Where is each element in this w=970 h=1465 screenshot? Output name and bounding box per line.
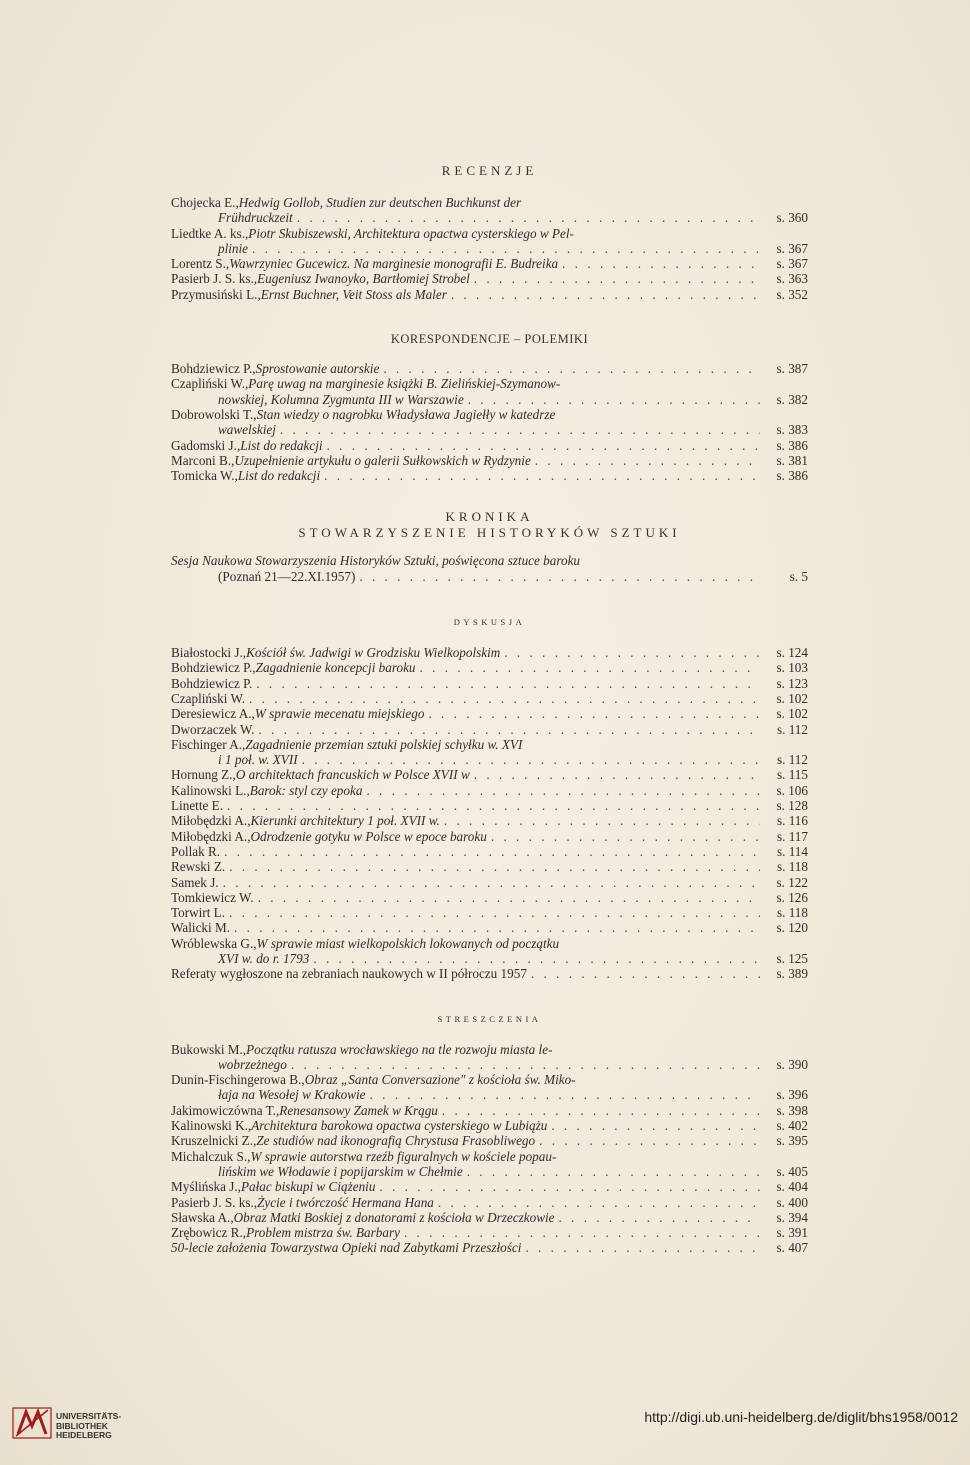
- entry-title: Ze studiów nad ikonografią Chrystusa Frasobliwego: [256, 1133, 536, 1149]
- entry-page-number: s. 112: [776, 721, 808, 737]
- entry-author: Miłobędzki A.,: [171, 828, 251, 844]
- dot-leader: [254, 890, 760, 905]
- dot-leader: [547, 1118, 760, 1133]
- entry-page-number: s. 382: [776, 391, 808, 407]
- toc-entry-line: [171, 1225, 808, 1240]
- toc-entry-line: [171, 468, 808, 483]
- toc-entry: [171, 407, 808, 438]
- entry-author: Deresiewicz A.,: [171, 706, 255, 722]
- entry-author: Miłobędzki A.,: [171, 813, 251, 829]
- entry-title: List do redakcji: [237, 468, 321, 484]
- entry-title: List do redakcji: [240, 437, 323, 453]
- entry-author: Rewski Z.: [171, 859, 226, 875]
- toc-entry: [171, 966, 808, 981]
- dot-leader: [470, 767, 760, 782]
- dot-leader: [276, 422, 760, 437]
- toc-entry: [171, 1195, 808, 1210]
- entry-page-number: s. 112: [776, 752, 808, 768]
- dot-leader: [527, 966, 760, 981]
- entry-title: Hedwig Gollob, Studien zur deutschen Buchkunst der: [238, 195, 522, 210]
- toc-entry-line: [171, 844, 808, 859]
- entry-page-number: s. 404: [776, 1179, 808, 1195]
- toc-entry: [171, 798, 808, 813]
- toc-entry-line: [171, 722, 808, 737]
- toc-entry: [171, 361, 808, 376]
- toc-entry-line: [171, 767, 808, 782]
- toc-entry-line: [171, 645, 808, 660]
- entry-author: Kruszelnicki Z.,: [171, 1133, 257, 1149]
- entry-title-continued: plinie: [218, 240, 249, 256]
- entry-author: Pasierb J. S. ks.,: [171, 271, 258, 287]
- entry-author: Fischinger A.,: [171, 736, 246, 752]
- entry-page-number: s. 381: [776, 452, 808, 468]
- toc-entry-line: [171, 553, 808, 568]
- dot-leader: [245, 691, 760, 706]
- toc-entry: [171, 256, 808, 271]
- entry-page-number: s. 391: [776, 1225, 808, 1241]
- entry-page-number: s. 106: [776, 782, 808, 798]
- entry-title-continued: nowskiej, Kolumna Zygmunta III w Warszawie: [218, 391, 464, 407]
- toc-entry-line: [171, 829, 808, 844]
- library-logo-icon: [12, 1406, 52, 1440]
- entry-page-number: s. 386: [776, 437, 808, 453]
- entry-author: Kalinowski K.,: [171, 1118, 252, 1134]
- entry-author: Bohdziewicz P.,: [171, 660, 256, 676]
- toc-entry: [171, 676, 808, 691]
- dot-leader: [558, 256, 760, 271]
- toc-entry: [171, 271, 808, 286]
- entry-title: Stan wiedzy o nagrobku Władysława Jagiełły w katedrze: [256, 406, 556, 422]
- entry-title: Początku ratusza wrocławskiego na tle rozwoju miasta le-: [246, 1041, 553, 1057]
- toc-entry: [171, 767, 808, 782]
- toc-entry-line: [171, 1195, 808, 1210]
- section-heading: KORESPONDENCJE – POLEMIKI: [390, 332, 589, 347]
- toc-entry: [171, 859, 808, 874]
- toc-entry-line: [171, 195, 808, 210]
- entry-author: Walicki M.: [171, 920, 231, 936]
- toc-entry: [171, 844, 808, 859]
- toc-entry-line: [171, 256, 808, 271]
- entry-title: Życie i twórczość Hermana Hana: [257, 1194, 434, 1210]
- toc-entry-line: [171, 407, 808, 422]
- library-name-line: UNIVERSITÄTS-: [56, 1411, 122, 1421]
- dot-leader: [555, 1210, 760, 1225]
- toc-entry: [171, 706, 808, 721]
- toc-entry-line: [171, 905, 808, 920]
- dot-leader: [535, 1133, 760, 1148]
- entry-author: Białostocki J.,: [171, 645, 247, 661]
- entry-author: Pasierb J. S. ks.,: [171, 1194, 258, 1210]
- toc-entry-line: [171, 287, 808, 302]
- dot-leader: [219, 875, 760, 890]
- toc-entry-line: [171, 676, 808, 691]
- toc-entry-line: [171, 1164, 808, 1179]
- entry-page-number: s. 103: [776, 660, 808, 676]
- entry-page-number: s. 383: [776, 422, 808, 438]
- entry-title: W sprawie autorstwa rzeźb figuralnych w kościele popau-: [250, 1148, 557, 1164]
- toc-entry: [171, 1240, 808, 1255]
- entry-title: Kierunki architektury 1 poł. XVII w.: [250, 813, 440, 829]
- entry-author: Bohdziewicz P.: [171, 675, 253, 691]
- toc-entry-line: [171, 1149, 808, 1164]
- entry-page-number: s. 123: [776, 675, 808, 691]
- toc-entry-line: [171, 1118, 808, 1133]
- entry-page-number: s. 118: [776, 859, 808, 875]
- entry-title: Zagadnienie koncepcji baroku: [255, 660, 416, 676]
- entry-page-number: s. 128: [776, 798, 808, 814]
- dot-leader: [252, 676, 760, 691]
- dot-leader: [531, 453, 760, 468]
- toc-entry: [171, 1042, 808, 1073]
- entry-title-continued: i 1 poł. w. XVII: [218, 752, 298, 768]
- dot-leader: [248, 241, 760, 256]
- entry-author: Wróblewska G.,: [171, 935, 257, 951]
- entry-author: Czapliński W.,: [171, 376, 249, 392]
- entry-page-number: s. 386: [776, 468, 808, 484]
- entry-title: Barok: styl czy epoka: [249, 782, 363, 798]
- entry-title-continued: Frühdruckzeit: [218, 210, 293, 226]
- entry-page-number: s. 367: [776, 240, 808, 256]
- entry-page-number: s. 390: [776, 1056, 808, 1072]
- section-heading: RECENZJE: [441, 163, 538, 178]
- entry-page-number: s. 387: [776, 361, 808, 377]
- toc-entry: [171, 1149, 808, 1180]
- dot-leader: [379, 361, 760, 376]
- dot-leader: [309, 951, 760, 966]
- entry-author: Lorentz S.,: [171, 256, 230, 272]
- toc-entry-line: [171, 1072, 808, 1087]
- toc-entry: [171, 905, 808, 920]
- entry-page-number: s. 396: [776, 1087, 808, 1103]
- entry-title-continued: wawelskiej: [218, 422, 276, 438]
- toc-entry: [171, 722, 808, 737]
- toc-entry-line: [171, 1103, 808, 1118]
- toc-entry: [171, 936, 808, 967]
- entry-page-number: s. 360: [776, 210, 808, 226]
- dot-leader: [447, 287, 760, 302]
- entry-date: (Poznań 21—22.XI.1957): [218, 568, 356, 584]
- entry-author: Jakimowiczówna T.,: [171, 1102, 280, 1118]
- footer-bar: [0, 1401, 970, 1441]
- entry-title: Eugeniusz Iwanoyko, Bartłomiej Strobel: [257, 271, 470, 287]
- entry-author: Chojecka E.,: [171, 195, 239, 210]
- toc-entry: [171, 813, 808, 828]
- entry-author: Linette E.: [171, 798, 223, 814]
- dot-leader: [220, 844, 760, 859]
- entry-title: Renesansowy Zamek w Krągu: [279, 1102, 438, 1118]
- dot-leader: [287, 1057, 760, 1072]
- entry-page-number: s. 102: [776, 690, 808, 706]
- toc-entry: [171, 691, 808, 706]
- toc-entry-line: [171, 1210, 808, 1225]
- toc-entry: [171, 287, 808, 302]
- toc-entry: [171, 829, 808, 844]
- dot-leader: [434, 1195, 760, 1210]
- entry-page-number: s. 363: [776, 271, 808, 287]
- entry-page-number: s. 405: [776, 1163, 808, 1179]
- toc-entry: [171, 890, 808, 905]
- dot-leader: [424, 706, 760, 721]
- entry-page-number: s. 122: [776, 874, 808, 890]
- entry-author: Kalinowski L.,: [171, 782, 250, 798]
- streszczenia-heading: STRESZCZENIA: [437, 1013, 542, 1024]
- toc-entry-line: [171, 920, 808, 935]
- library-name-line: BIBLIOTHEK: [56, 1420, 108, 1431]
- toc-entry-line: [171, 376, 808, 391]
- entry-author: Czapliński W.: [171, 690, 245, 706]
- toc-entry: [171, 783, 808, 798]
- entry-author: Przymusiński L.,: [171, 286, 261, 302]
- entry-title: Ernst Buchner, Veit Stoss als Maler: [260, 286, 447, 302]
- toc-entry: [171, 1179, 808, 1194]
- toc-entry: [171, 1133, 808, 1148]
- toc-entry-line: [171, 241, 808, 256]
- entry-author: Bukowski M.,: [171, 1041, 247, 1057]
- toc-entry-line: [171, 798, 808, 813]
- dot-leader: [230, 920, 760, 935]
- entry-page-number: s. 389: [776, 966, 808, 982]
- toc-entry-line: [171, 438, 808, 453]
- entry-title: W sprawie miast wielkopolskich lokowanych od początku: [256, 935, 560, 951]
- dot-leader: [362, 783, 760, 798]
- entry-title: Pałac biskupi w Ciążeniu: [240, 1179, 376, 1195]
- entry-author: Gadomski J.,: [171, 437, 241, 453]
- toc-entry: [171, 660, 808, 675]
- toc-entry: [171, 226, 808, 257]
- entry-title-continued: łaja na Wesołej w Krakowie: [218, 1087, 366, 1103]
- toc-entry-line: [171, 737, 808, 752]
- toc-entry: [171, 468, 808, 483]
- entry-author: Myślińska J.,: [171, 1179, 241, 1195]
- entry-author: Tomicka W.,: [171, 468, 238, 484]
- toc-entry-line: [171, 422, 808, 437]
- entry-title: Odrodzenie gotyku w Polsce w epoce baroku: [250, 828, 487, 844]
- entry-author: Sławska A.,: [171, 1209, 234, 1225]
- entry-author: Referaty wygłoszone na zebraniach naukowych w II półroczu 1957: [171, 966, 527, 982]
- entry-author: Dworzaczek W.: [171, 721, 255, 737]
- toc-entry-line: [171, 361, 808, 376]
- dot-leader: [521, 1240, 760, 1255]
- entry-author: Hornung Z.,: [171, 767, 236, 783]
- entry-page-number: s. 126: [776, 889, 808, 905]
- entry-page-number: s. 114: [776, 843, 808, 859]
- toc-entry: [171, 1072, 808, 1103]
- toc-entry-line: [171, 210, 808, 225]
- toc-entry: [171, 195, 808, 226]
- toc-entry: [171, 1225, 808, 1240]
- entry-page-number: s. 116: [776, 813, 808, 829]
- toc-entry-line: [171, 1087, 808, 1102]
- entry-title: Parę uwag na marginesie książki B. Zielińskiej-Szymanow-: [248, 376, 561, 392]
- toc-entry: [171, 737, 808, 768]
- toc-entry: [171, 553, 808, 584]
- kronika-heading: KRONIKA: [445, 509, 534, 525]
- library-name-line: HEIDELBERG: [56, 1430, 112, 1440]
- toc-entry-line: [171, 966, 808, 981]
- entry-author: Zrębowicz R.,: [171, 1225, 247, 1241]
- toc-entry-line: [171, 226, 808, 241]
- toc-entry-line: [171, 752, 808, 767]
- toc-entry: [171, 1103, 808, 1118]
- entry-page-number: s. 400: [776, 1194, 808, 1210]
- toc-entry: [171, 453, 808, 468]
- toc-entry-line: [171, 890, 808, 905]
- dot-leader: [464, 392, 760, 407]
- entry-title: O architektach francuskich w Polsce XVII w: [235, 767, 470, 783]
- entry-page-number: s. 117: [776, 828, 808, 844]
- toc-entry-line: [171, 813, 808, 828]
- dot-leader: [440, 813, 760, 828]
- toc-entry-line: [171, 859, 808, 874]
- entry-page-number: s. 394: [776, 1209, 808, 1225]
- entry-title: W sprawie mecenatu miejskiego: [254, 706, 425, 722]
- dot-leader: [400, 1225, 760, 1240]
- dot-leader: [225, 859, 760, 874]
- entry-author: Marconi B.,: [171, 452, 235, 468]
- toc-entry-line: [171, 875, 808, 890]
- toc-entry-line: [171, 1179, 808, 1194]
- entry-title: Architektura barokowa opactwa cysterskiego w Lubiążu: [251, 1118, 548, 1134]
- dot-leader: [223, 798, 760, 813]
- entry-page-number: s. 407: [776, 1240, 808, 1256]
- dot-leader: [438, 1103, 760, 1118]
- entry-page-number: s. 5: [789, 568, 808, 584]
- dot-leader: [470, 271, 760, 286]
- entry-title-continued: lińskim we Włodawie i popijarskim w Chełmie: [218, 1163, 463, 1179]
- entry-title: Obraz Matki Boskiej z donatorami z kościoła w Drzeczkowie: [233, 1209, 555, 1225]
- entry-title: Kościół św. Jadwigi w Grodzisku Wielkopolskim: [246, 645, 501, 661]
- dot-leader: [293, 210, 760, 225]
- entry-page-number: s. 102: [776, 706, 808, 722]
- dot-leader: [500, 645, 760, 660]
- entry-page-number: s. 118: [776, 905, 808, 921]
- source-url-link[interactable]: http://digi.ub.uni-heidelberg.de/diglit/bhs1958/0012: [644, 1409, 958, 1425]
- entry-author: Tomkiewicz W.: [171, 889, 254, 905]
- entry-author: Dobrowolski T.,: [171, 406, 257, 422]
- entry-page-number: s. 367: [776, 256, 808, 272]
- toc-entry-line: [171, 453, 808, 468]
- society-heading: STOWARZYSZENIE HISTORYKÓW SZTUKI: [298, 525, 681, 541]
- entry-title: 50-lecie założenia Towarzystwa Opieki nad Zabytkami Przeszłości: [171, 1240, 522, 1256]
- toc-entry-line: [171, 660, 808, 675]
- toc-entry: [171, 376, 808, 407]
- entry-title: Piotr Skubiszewski, Architektura opactwa cysterskiego w Pel-: [248, 225, 574, 241]
- entry-page-number: s. 120: [776, 920, 808, 936]
- toc-entry: [171, 875, 808, 890]
- toc-entry-line: [171, 1042, 808, 1057]
- table-of-contents: [171, 163, 808, 1256]
- toc-entry: [171, 1118, 808, 1133]
- entry-author: Samek J.: [171, 874, 219, 890]
- entry-page-number: s. 395: [776, 1133, 808, 1149]
- entry-title: Sprostowanie autorskie: [255, 361, 380, 377]
- toc-entry-line: [171, 1240, 808, 1255]
- dot-leader: [225, 905, 760, 920]
- toc-entry-line: [171, 783, 808, 798]
- dot-leader: [366, 1087, 760, 1102]
- entry-author: Torwirt L.: [171, 905, 226, 921]
- entry-page-number: s. 352: [776, 286, 808, 302]
- entry-title: Uzupełnienie artykułu o galerii Sułkowskich w Rydzynie: [234, 452, 531, 468]
- entry-page-number: s. 402: [776, 1118, 808, 1134]
- entry-title-continued: XVI w. do r. 1793: [218, 950, 310, 966]
- toc-entry-line: [171, 706, 808, 721]
- entry-page-number: s. 115: [776, 767, 808, 783]
- entry-title-continued: wobrzeżnego: [218, 1056, 287, 1072]
- toc-entry-line: [171, 271, 808, 286]
- toc-entry-line: [171, 1057, 808, 1072]
- toc-entry: [171, 1210, 808, 1225]
- toc-entry-line: [171, 951, 808, 966]
- entry-author: Pollak R.: [171, 843, 221, 859]
- dot-leader: [320, 468, 760, 483]
- entry-title: Zagadnienie przemian sztuki polskiej schyłku w. XVI: [245, 736, 523, 752]
- toc-entry-line: [171, 569, 808, 584]
- toc-entry-line: [171, 1133, 808, 1148]
- entry-title: Sesja Naukowa Stowarzyszenia Historyków Sztuki, poświęcona sztuce baroku: [171, 553, 581, 569]
- toc-entry: [171, 920, 808, 935]
- entry-title: Obraz „Santa Conversazione" z kościoła św. Miko-: [304, 1072, 576, 1088]
- dot-leader: [487, 829, 760, 844]
- dot-leader: [323, 438, 760, 453]
- entry-title: Problem mistrza św. Barbary: [246, 1225, 400, 1241]
- toc-entry: [171, 438, 808, 453]
- entry-author: Dunin-Fischingerowa B.,: [171, 1072, 305, 1088]
- dot-leader: [254, 722, 760, 737]
- entry-page-number: s. 398: [776, 1102, 808, 1118]
- dot-leader: [298, 752, 760, 767]
- dot-leader: [416, 660, 760, 675]
- entry-page-number: s. 125: [776, 950, 808, 966]
- dot-leader: [375, 1179, 760, 1194]
- toc-entry: [171, 645, 808, 660]
- entry-page-number: s. 124: [776, 645, 808, 661]
- library-name: [56, 1412, 121, 1441]
- toc-entry-line: [171, 392, 808, 407]
- toc-entry-line: [171, 936, 808, 951]
- entry-title: Wawrzyniec Gucewicz. Na marginesie monografii E. Budreika: [229, 256, 559, 272]
- dot-leader: [355, 569, 760, 584]
- entry-author: Michalczuk S.,: [171, 1148, 251, 1164]
- entry-author: Bohdziewicz P.,: [171, 361, 256, 377]
- entry-author: Liedtke A. ks.,: [171, 225, 249, 241]
- dyskusja-heading: DYSKUSJA: [453, 617, 526, 628]
- toc-entry-line: [171, 691, 808, 706]
- dot-leader: [463, 1164, 760, 1179]
